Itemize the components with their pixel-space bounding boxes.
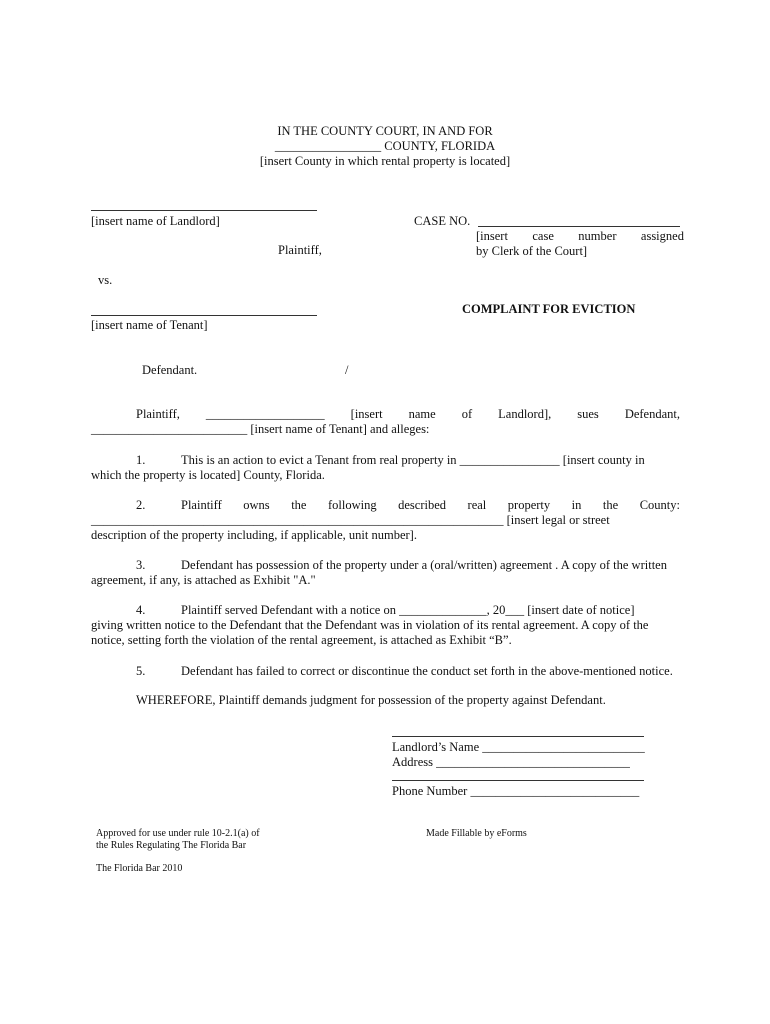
intro-word: Landlord], (498, 407, 552, 421)
p2-word: following (327, 498, 377, 512)
paragraph-3-line2: agreement, if any, is attached as Exhibit "A." (91, 573, 316, 587)
case-number-line[interactable] (478, 226, 680, 227)
versus-label: vs. (98, 273, 113, 287)
intro-word: name (408, 407, 436, 421)
landlord-name-field-label: Landlord’s Name __________________________ (392, 740, 645, 754)
defendant-label: Defendant. (142, 363, 198, 377)
paragraph-4-line1: Plaintiff served Defendant with a notice on ______________, 20___ [insert date of notice] (181, 603, 635, 617)
copyright-note: The Florida Bar 2010 (96, 863, 183, 874)
paragraph-2-line2: __________________________________________________________________ [insert legal or street (91, 513, 610, 527)
p2-word: property (507, 498, 551, 512)
address-line-2[interactable] (392, 780, 644, 781)
p2-word: the (291, 498, 307, 512)
paragraph-1-line2: which the property is located] County, Florida. (91, 468, 325, 482)
paragraph-2-line1 (181, 498, 680, 513)
case-note-word: case (532, 229, 554, 243)
case-note-line1 (476, 229, 684, 244)
intro-line2: _________________________ [insert name of Tenant] and alleges: (91, 422, 430, 436)
p2-word: owns (243, 498, 270, 512)
p2-word: the (602, 498, 619, 512)
case-no-label: CASE NO. (414, 214, 471, 228)
p2-word: Plaintiff (181, 498, 222, 512)
fillable-note: Made Fillable by eForms (426, 828, 527, 839)
paragraph-4-line2: giving written notice to the Defendant that the Defendant was in violation of its rental agreement. A copy of the (91, 618, 649, 632)
p2-word: in (571, 498, 582, 512)
landlord-name-line[interactable] (91, 210, 317, 211)
paragraph-5-line1: Defendant has failed to correct or discontinue the conduct set forth in the above-mentioned notice. (181, 664, 673, 678)
address-field-label: Address _______________________________ (392, 755, 630, 769)
tenant-name-line[interactable] (91, 315, 317, 316)
paragraph-3-line1: Defendant has possession of the property under a (oral/written) agreement . A copy of the written (181, 558, 667, 572)
paragraph-1-line1: This is an action to evict a Tenant from real property in ________________ [insert county in (181, 453, 645, 467)
court-caption-county: _________________ COUNTY, FLORIDA (274, 139, 496, 153)
caption-slash: / (345, 363, 349, 377)
case-note-word: [insert (476, 229, 508, 243)
paragraph-1-number: 1. (136, 453, 146, 467)
wherefore-clause: WHEREFORE, Plaintiff demands judgment for possession of the property against Defendant. (136, 693, 606, 707)
case-note-word: assigned (640, 229, 684, 243)
paragraph-3-number: 3. (136, 558, 146, 572)
paragraph-2-number: 2. (136, 498, 146, 512)
intro-word: Plaintiff, (136, 407, 180, 421)
paragraph-2-line3: description of the property including, if applicable, unit number]. (91, 528, 417, 542)
signature-line[interactable] (392, 736, 644, 737)
approval-note-line1: Approved for use under rule 10-2.1(a) of (96, 828, 260, 839)
case-note-line2: by Clerk of the Court] (476, 244, 588, 258)
intro-word: sues (577, 407, 599, 421)
p2-word: described (398, 498, 447, 512)
plaintiff-label: Plaintiff, (278, 243, 322, 257)
intro-word: [insert (350, 407, 383, 421)
landlord-name-field[interactable]: ___________________ (205, 407, 325, 421)
paragraph-4-number: 4. (136, 603, 146, 617)
case-note-word: number (578, 229, 617, 243)
intro-word: Defendant, (624, 407, 680, 421)
court-caption-note: [insert County in which rental property is located] (259, 154, 511, 168)
approval-note-line2: the Rules Regulating The Florida Bar (96, 840, 247, 851)
intro-word: of (461, 407, 473, 421)
landlord-label: [insert name of Landlord] (91, 214, 220, 228)
p2-word: real (467, 498, 487, 512)
intro-line1 (136, 407, 680, 422)
court-caption-line1: IN THE COUNTY COURT, IN AND FOR (277, 124, 493, 138)
paragraph-5-number: 5. (136, 664, 146, 678)
tenant-label: [insert name of Tenant] (91, 318, 208, 332)
phone-field-label: Phone Number ___________________________ (392, 784, 640, 798)
paragraph-4-line3: notice, setting forth the violation of the rental agreement, is attached as Exhibit “B”. (91, 633, 512, 647)
document-title: COMPLAINT FOR EVICTION (462, 302, 636, 316)
p2-word: County: (639, 498, 680, 512)
